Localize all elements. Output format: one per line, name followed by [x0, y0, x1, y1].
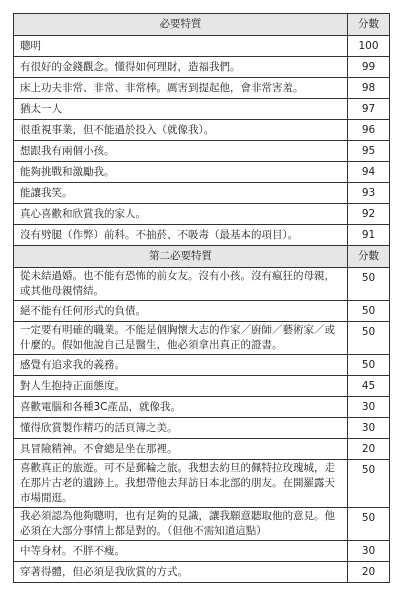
table-row — [14, 439, 390, 460]
table-row — [14, 162, 390, 183]
table-row — [14, 562, 390, 583]
table-row — [14, 301, 390, 322]
table-row — [14, 376, 390, 397]
table-row — [14, 322, 390, 355]
trait-cell: 中等身材。不胖不瘦。 — [14, 541, 348, 562]
traits-table — [13, 13, 390, 583]
trait-cell: 感覺有追求我的義務。 — [14, 355, 348, 376]
trait-cell: 我必須認為他夠聰明，也有足夠的見識，讓我願意聽取他的意見。他必須在大部分事情上都是對的。（但他不需知道這點） — [14, 508, 348, 541]
score-cell: 30 — [348, 541, 390, 562]
trait-cell: 對人生抱持正面態度。 — [14, 376, 348, 397]
trait-cell: 真心喜歡和欣賞我的家人。 — [14, 204, 348, 225]
trait-cell: 猶太一人 — [14, 99, 348, 120]
score-cell: 50 — [348, 301, 390, 322]
table-row — [14, 355, 390, 376]
trait-cell: 一定要有明確的職業。不能是個胸懷大志的作家／廚師／藝術家／或什麼的。假如他說自己是醫生，他必須拿出真正的證書。 — [14, 322, 348, 355]
score-cell: 95 — [348, 141, 390, 162]
score-cell: 50 — [348, 508, 390, 541]
table-row — [14, 120, 390, 141]
table-row — [14, 183, 390, 204]
trait-cell: 穿著得體，但必須是我欣賞的方式。 — [14, 562, 348, 583]
score-cell: 50 — [348, 268, 390, 301]
trait-cell: 床上功夫非常、非常、非常棒。厲害到提起他，會非常害羞。 — [14, 78, 348, 99]
table-row — [14, 204, 390, 225]
table-row — [14, 57, 390, 78]
score-cell: 97 — [348, 99, 390, 120]
table-row — [14, 36, 390, 57]
trait-cell: 聰明 — [14, 36, 348, 57]
score-cell: 20 — [348, 562, 390, 583]
table-row — [14, 541, 390, 562]
score-cell: 30 — [348, 397, 390, 418]
score-cell: 91 — [348, 225, 390, 246]
table-row — [14, 268, 390, 301]
table-row — [14, 99, 390, 120]
score-cell: 100 — [348, 36, 390, 57]
trait-cell: 具冒險精神。不會總是坐在那裡。 — [14, 439, 348, 460]
table-row — [14, 508, 390, 541]
score-cell: 50 — [348, 322, 390, 355]
trait-cell: 能夠挑戰和激勵我。 — [14, 162, 348, 183]
section-header-essential: 必要特質 — [14, 14, 348, 36]
trait-cell: 很重視事業，但不能過於投入（就像我）。 — [14, 120, 348, 141]
trait-cell: 沒有劈腿（作弊）前科。不抽菸、不吸毒（最基本的項目）。 — [14, 225, 348, 246]
score-cell: 92 — [348, 204, 390, 225]
table-row — [14, 141, 390, 162]
section-header-secondary: 第二必要特質 — [14, 246, 348, 268]
score-cell: 30 — [348, 418, 390, 439]
table-row — [14, 397, 390, 418]
score-cell: 94 — [348, 162, 390, 183]
table-row — [14, 460, 390, 508]
traits-table-container — [13, 13, 389, 583]
trait-cell: 絕不能有任何形式的負債。 — [14, 301, 348, 322]
score-cell: 98 — [348, 78, 390, 99]
traits-table-body — [14, 14, 390, 583]
trait-cell: 從未結過婚。也不能有恐怖的前女友。沒有小孩。沒有瘋狂的母親，或其他母親情結。 — [14, 268, 348, 301]
score-column-header: 分數 — [348, 14, 390, 36]
trait-cell: 有很好的金錢觀念。懂得如何理財，造福我們。 — [14, 57, 348, 78]
score-cell: 50 — [348, 460, 390, 508]
score-cell: 45 — [348, 376, 390, 397]
trait-cell: 懂得欣賞製作精巧的活頁簿之美。 — [14, 418, 348, 439]
score-cell: 96 — [348, 120, 390, 141]
trait-cell: 喜歡電腦和各種3C產品，就像我。 — [14, 397, 348, 418]
trait-cell: 能讓我笑。 — [14, 183, 348, 204]
trait-cell: 想跟我有兩個小孩。 — [14, 141, 348, 162]
table-row — [14, 78, 390, 99]
table-row — [14, 225, 390, 246]
trait-cell: 喜歡真正的旅遊。可不是郵輪之旅。我想去約旦的佩特拉玫瑰城，走在那片古老的遺跡上。我想帶他去拜訪日本北部的朋友。在開羅露天市場閒逛。 — [14, 460, 348, 508]
section-header-row — [14, 246, 390, 268]
score-cell: 50 — [348, 355, 390, 376]
score-column-header: 分數 — [348, 246, 390, 268]
score-cell: 99 — [348, 57, 390, 78]
section-header-row — [14, 14, 390, 36]
score-cell: 93 — [348, 183, 390, 204]
score-cell: 20 — [348, 439, 390, 460]
table-row — [14, 418, 390, 439]
